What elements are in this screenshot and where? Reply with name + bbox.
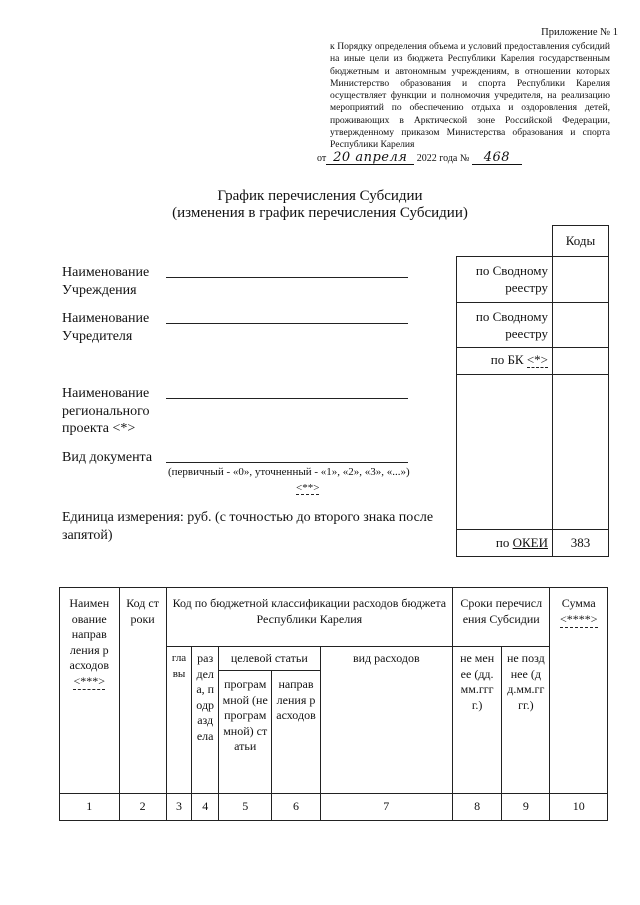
project-label: Наименование регионального проекта <*>: [62, 386, 150, 436]
appendix-text: к Порядку определения объема и условий предоставления субсидий на иные цели из бюджета Республики Карелия государственным бюджетным и автономным учреждениям, в отношении которых Министерство образования и спорта Республики Карелия осуществляет функции и полномочия учредителя, на реализацию мероприятий по обеспечению отдыха и оздоровления детей, проживающих в Арктической зоне Российской Федерации, утвержденному приказом Министерства образования и спорта Республики Карелия: [330, 41, 610, 151]
col-number: 9: [502, 794, 550, 821]
header-razdel: раздела, подраздела: [192, 647, 219, 794]
handwritten-number: 468: [472, 152, 522, 165]
doc-type-ref: <**>: [296, 482, 320, 494]
direction-ref: <***>: [73, 674, 105, 691]
codes-table: [456, 225, 609, 557]
header-sum: Сумма <****>: [550, 588, 608, 794]
col-number: 6: [272, 794, 320, 821]
col-number: 8: [452, 794, 501, 821]
svod-value-1[interactable]: [553, 257, 609, 303]
bk-value[interactable]: [553, 348, 609, 375]
header-direction: направления расходов: [272, 671, 320, 794]
svod-value-2[interactable]: [553, 303, 609, 348]
institution-label: Наименование Учреждения: [62, 265, 150, 298]
founder-label: Наименование Учредителя: [62, 311, 150, 344]
header-not-before: не менее (дд.мм.гггг.): [452, 647, 501, 794]
handwritten-date: 20 апреля: [326, 152, 414, 165]
header-glava: главы: [166, 647, 192, 794]
svod-label-1: по Сводному реестру: [457, 257, 553, 303]
svod-label-2: по Сводному реестру: [457, 303, 553, 348]
header-not-later: не позднее (дд.мм.гггг.): [502, 647, 550, 794]
bk-ref: <*>: [526, 352, 548, 367]
date-prefix: от: [317, 153, 327, 164]
codes-blank-label: [457, 375, 553, 530]
date-year: 2022 года №: [416, 153, 470, 164]
codes-corner: [457, 226, 553, 257]
doc-type-note: (первичный - «0», уточненный - «1», «2», «3», «...»): [168, 466, 410, 478]
col-number: 7: [320, 794, 452, 821]
doc-type-label: Вид документа: [62, 450, 153, 465]
project-field[interactable]: [166, 398, 408, 399]
doc-type-field[interactable]: [166, 462, 408, 463]
col-number: 3: [166, 794, 192, 821]
okei-value: 383: [553, 530, 609, 557]
header-vid: вид расходов: [320, 647, 452, 794]
col-number: 2: [119, 794, 166, 821]
header-terms: Сроки перечисления Субсидии: [452, 588, 549, 647]
sum-ref: <****>: [560, 612, 598, 629]
bk-label: по БК <*>: [457, 348, 553, 375]
header-direction-name: Наименование направления расходов <***>: [60, 588, 120, 794]
page-subtitle: (изменения в график перечисления Субсидии): [172, 205, 468, 221]
appendix-label: Приложение № 1: [541, 27, 618, 38]
header-program: программной (непрограммной) статьи: [219, 671, 272, 794]
codes-header: Коды: [553, 226, 609, 257]
page-title: График перечисления Субсидии: [217, 188, 423, 204]
col-number: 4: [192, 794, 219, 821]
schedule-table: [59, 587, 608, 821]
col-number: 5: [219, 794, 272, 821]
appendix-date: [317, 152, 522, 165]
col-number: 10: [550, 794, 608, 821]
header-kbk: Код по бюджетной классификации расходов бюджета Республики Карелия: [166, 588, 452, 647]
institution-field[interactable]: [166, 277, 408, 278]
codes-blank-value[interactable]: [553, 375, 609, 530]
okei-label: по ОКЕИ: [457, 530, 553, 557]
col-number: 1: [60, 794, 120, 821]
header-line-code: Код строки: [119, 588, 166, 794]
unit-label: Единица измерения: руб. (с точностью до второго знака после запятой): [62, 510, 434, 543]
header-target: целевой статьи: [219, 647, 321, 671]
okei-link[interactable]: ОКЕИ: [512, 535, 548, 550]
founder-field[interactable]: [166, 323, 408, 324]
